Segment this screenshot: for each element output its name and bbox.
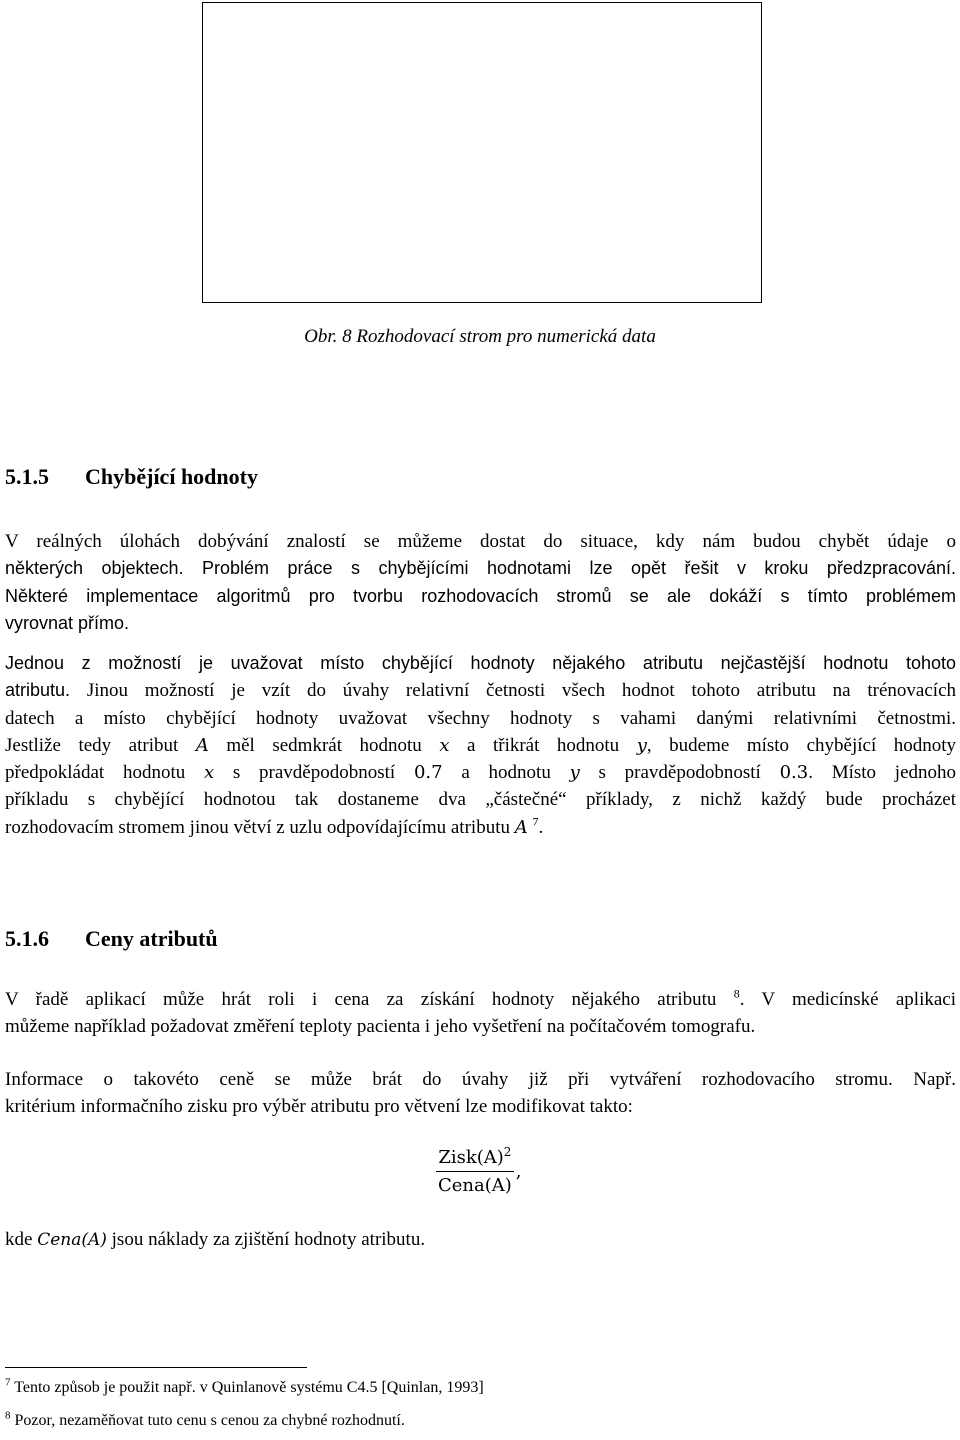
text-span: některých objektech. xyxy=(5,558,184,579)
paragraph-cost-criterion xyxy=(5,1066,956,1121)
footnote-mark: 7 xyxy=(5,1376,11,1389)
math-variable: y xyxy=(636,734,647,756)
paragraph-missing-values-intro xyxy=(5,528,956,637)
footnote-mark: 8 xyxy=(5,1409,11,1422)
text-line xyxy=(5,732,956,759)
text-span: předpokládat hodnotu xyxy=(5,762,204,784)
section-number: 5.1.5 xyxy=(5,464,49,489)
figure-placeholder xyxy=(202,2,762,303)
text-span: rozhodovacím stromem jinou větví z uzlu odpovídajícímu atributu xyxy=(5,816,515,838)
math-term: Cena(A) xyxy=(37,1230,107,1250)
section-heading-5-1-6 xyxy=(5,926,218,952)
text-span: . Místo jednoho xyxy=(808,762,957,784)
math-variable: y xyxy=(569,762,580,784)
footnote-text: Tento způsob je použit např. v Quinlanově systému C4.5 [Quinlan, 1993] xyxy=(10,1379,484,1396)
text-line: příkladu s chybějící hodnotou tak dostaneme dva „částečné“ příklady, z nichž každý bude procházet xyxy=(5,789,956,811)
math-variable: A xyxy=(514,816,528,838)
footnote-ref-7: 7 xyxy=(532,814,539,829)
section-title: Chybějící hodnoty xyxy=(85,464,258,489)
formula-explanation xyxy=(5,1229,425,1251)
text-span: atributu. xyxy=(5,680,71,701)
section-number: 5.1.6 xyxy=(5,926,49,951)
text-span: kde xyxy=(5,1229,38,1250)
text-span: a hodnotu xyxy=(442,762,570,784)
text-line xyxy=(5,814,956,841)
paragraph-attribute-costs xyxy=(5,986,956,1041)
formula-fraction xyxy=(436,1147,514,1196)
text-span: . V medicínské aplikaci xyxy=(739,989,956,1010)
text-line: datech a místo chybějící hodnoty uvažovat všechny hodnoty s vahami danými relativními četnostmi. xyxy=(5,707,956,729)
formula-denominator: Cena(A) xyxy=(438,1175,512,1196)
math-number: 0.7 xyxy=(413,762,443,784)
text-line xyxy=(5,677,956,704)
text-line: Informace o takovéto ceně se může brát do úvahy již při vytváření rozhodovacího stromu. Např. xyxy=(5,1069,956,1090)
footnote-separator xyxy=(5,1367,307,1368)
text-span: s pravděpodobností xyxy=(214,762,414,784)
footnote-8 xyxy=(5,1409,405,1430)
formula-comma: , xyxy=(515,1161,522,1182)
text-span: a třikrát hodnotu xyxy=(449,734,637,756)
figure-caption: Obr. 8 Rozhodovací strom pro numerická data xyxy=(304,326,656,347)
text-span: , budeme místo chybějící hodnoty xyxy=(646,734,957,756)
formula-numerator xyxy=(436,1147,514,1172)
math-variable: x xyxy=(203,762,215,784)
section-title: Ceny atributů xyxy=(85,926,218,951)
text-span: V řadě aplikací může hrát roli i cena za získání hodnoty nějakého atributu xyxy=(5,989,734,1010)
text-span: jsou náklady za zjištění hodnoty atributu. xyxy=(106,1229,426,1250)
text-line xyxy=(5,759,956,786)
math-number: 0.3 xyxy=(779,762,809,784)
text-line: kritérium informačního zisku pro výběr atributu pro větvení lze modifikovat takto: xyxy=(5,1096,633,1118)
text-span: . xyxy=(538,816,544,838)
text-span: s pravděpodobností xyxy=(579,762,780,784)
numerator-text: Zisk(A) xyxy=(438,1147,504,1168)
text-span: Jinou možností je vzít do úvahy relativní četnosti všech hodnot tohoto atributu na trénovacích xyxy=(70,680,956,702)
text-line xyxy=(5,986,956,1013)
text-span: Jestliže tedy atribut xyxy=(5,734,196,756)
math-variable: x xyxy=(439,734,450,756)
text-line: Jednou z možností je uvažovat místo chybějící hodnoty nějakého atributu nejčastější hodnotu tohoto xyxy=(5,653,956,673)
math-variable: A xyxy=(195,734,209,756)
footnote-ref-8: 8 xyxy=(733,986,740,1001)
footnote-text: Pozor, nezaměňovat tuto cenu s cenou za chybné rozhodnutí. xyxy=(10,1412,405,1429)
footnote-7 xyxy=(5,1376,484,1397)
text-line: V reálných úlohách dobývání znalostí se můžeme dostat do situace, kdy nám budou chybět údaje o xyxy=(5,531,956,552)
text-line: Některé implementace algoritmů pro tvorbu rozhodovacích stromů se ale dokáží s tímto problémem xyxy=(5,585,956,606)
text-span: měl sedmkrát hodnotu xyxy=(208,734,440,756)
cost-gain-formula xyxy=(436,1147,522,1196)
formula-exponent: 2 xyxy=(503,1145,512,1159)
paragraph-missing-values-strategies xyxy=(5,650,956,841)
text-line: můžeme například požadovat změření teploty pacienta i jeho vyšetření na počítačovém tomografu. xyxy=(5,1016,756,1038)
section-heading-5-1-5 xyxy=(5,464,258,490)
text-line: vyrovnat přímo. xyxy=(5,612,130,633)
text-line xyxy=(5,555,956,582)
text-span: Problém práce s chybějícími hodnotami lze opět řešit v kroku předzpracování. xyxy=(183,558,956,579)
